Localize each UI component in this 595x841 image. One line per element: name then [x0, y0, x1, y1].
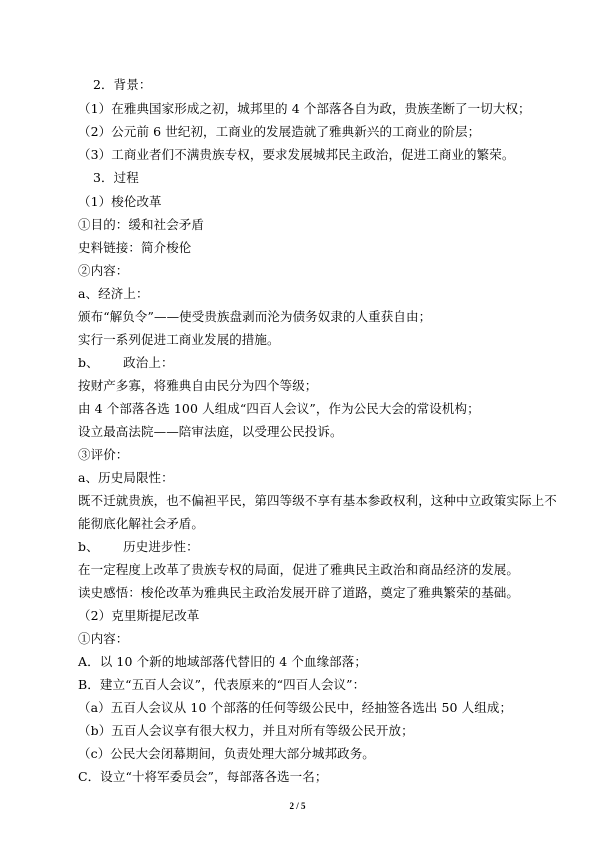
solon-economy-heading: a、经济上： [78, 286, 149, 301]
solon-politics-heading: b、 政治上： [78, 355, 174, 370]
solon-limitation-text-1: 既不迁就贵族，也不偏袒平民，第四等级不享有基本参政权利，这种中立政策实际上不 [78, 493, 557, 508]
section-heading-background: 2．背景： [93, 77, 152, 92]
solon-content-heading: ②内容： [78, 263, 129, 278]
background-item-2: （2）公元前 6 世纪初，工商业的发展造就了雅典新兴的工商业的阶层； [78, 124, 481, 139]
solon-progress-heading: b、 历史进步性： [78, 539, 199, 554]
solon-politics-item-3: 设立最高法院——陪审法庭，以受理公民投诉。 [78, 424, 343, 439]
subsection-cleisthenes-reform: （2）克里斯提尼改革 [78, 608, 200, 623]
solon-politics-item-2: 由 4 个部落各选 100 人组成“四百人会议”，作为公民大会的常设机构； [78, 401, 480, 416]
solon-source-link: 史料链接：简介梭伦 [78, 240, 192, 255]
cleisthenes-item-b-c: （c）公民大会闭幕期间，负责处理大部分城邦政务。 [78, 746, 375, 761]
solon-evaluation-heading: ③评价： [78, 447, 129, 462]
solon-progress-text: 在一定程度上改革了贵族专权的局面，促进了雅典民主政治和商品经济的发展。 [78, 562, 520, 577]
cleisthenes-item-a: A．以 10 个新的地域部落代替旧的 4 个血缘部落； [78, 654, 367, 669]
reading-reflection: 读史感悟：梭伦改革为雅典民主政治发展开辟了道路，奠定了雅典繁荣的基础。 [78, 585, 520, 600]
solon-limitation-text-2: 能彻底化解社会矛盾。 [78, 516, 205, 531]
solon-limitation-heading: a、历史局限性： [78, 470, 174, 485]
cleisthenes-item-b-b: （b）五百人会议享有很大权力，并且对所有等级公民开放； [78, 723, 414, 738]
cleisthenes-content-heading: ①内容： [78, 631, 129, 646]
cleisthenes-item-c: C．设立“十将军委员会”，每部落各选一名； [78, 769, 328, 784]
cleisthenes-item-b-a: （a）五百人会议从 10 个部落的任何等级公民中，经抽签各选出 50 人组成； [78, 700, 513, 715]
solon-economy-item-2: 实行一系列促进工商业发展的措施。 [78, 332, 280, 347]
solon-purpose: ①目的：缓和社会矛盾 [78, 217, 205, 232]
solon-economy-item-1: 颁布“解负令”——使受贵族盘剥而沦为债务奴隶的人重获自由； [78, 309, 432, 324]
background-item-3: （3）工商业者们不满贵族专权，要求发展城邦民主政治，促进工商业的繁荣。 [78, 147, 515, 162]
subsection-solon-reform: （1）梭伦改革 [78, 194, 162, 209]
background-item-1: （1）在雅典国家形成之初，城邦里的 4 个部落各自为政，贵族垄断了一切大权； [78, 101, 531, 116]
solon-politics-item-1: 按财产多寡，将雅典自由民分为四个等级； [78, 378, 318, 393]
page-number: 2 / 5 [289, 801, 306, 811]
cleisthenes-item-b: B．建立“五百人会议”，代表原来的“四百人会议”： [78, 677, 366, 692]
section-heading-process: 3．过程 [93, 170, 139, 185]
